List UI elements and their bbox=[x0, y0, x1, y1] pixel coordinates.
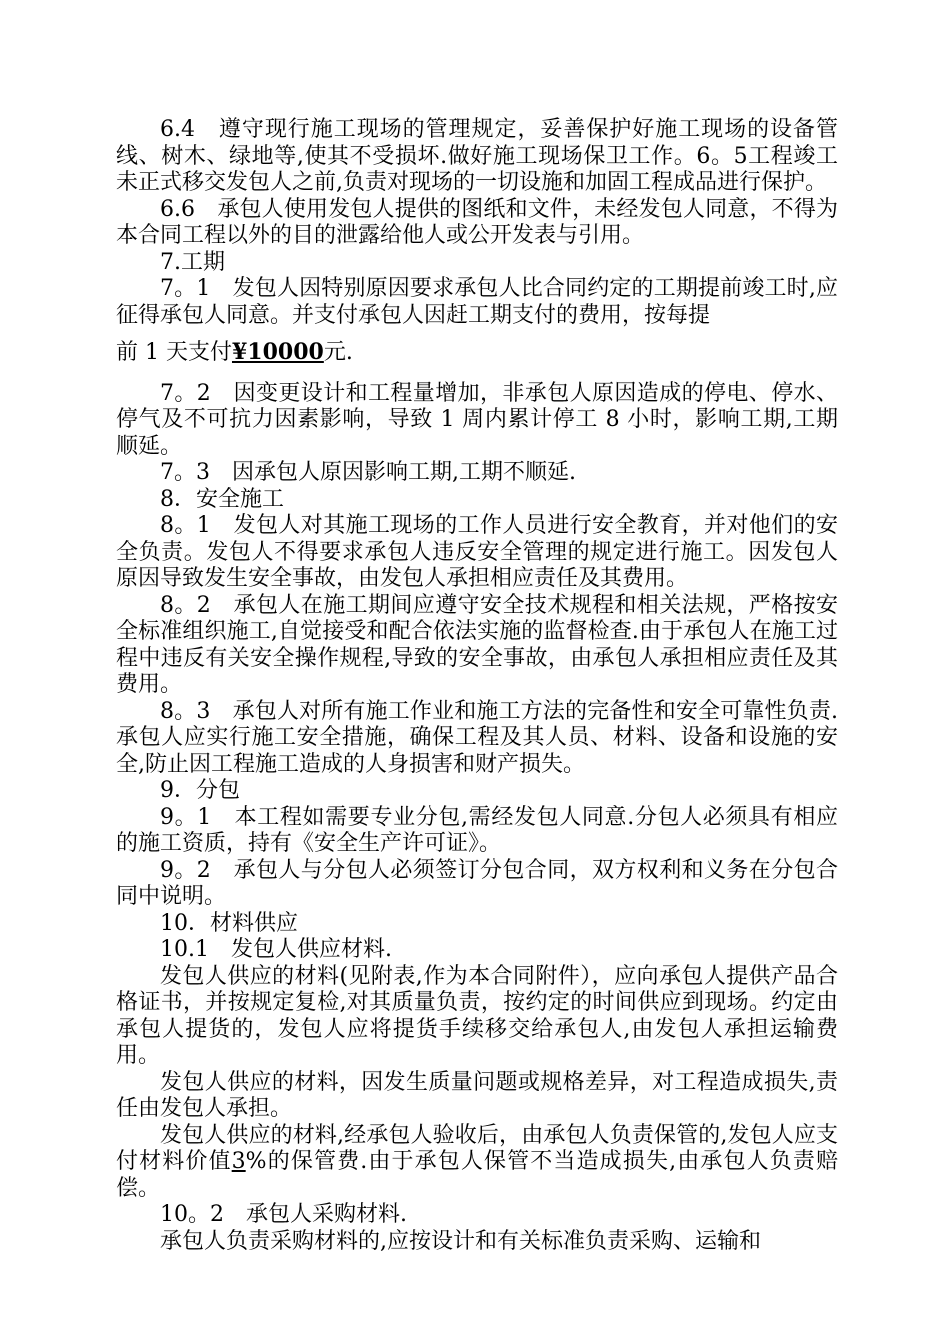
clause-7-1-continued bbox=[116, 339, 838, 367]
clause-10-1-c-post: %的保管费.由于承包人保管不当造成损失,由承包人负责赔偿。 bbox=[116, 1149, 838, 1201]
clause-10-1-a: 发包人供应的材料(见附表,作为本合同附件），应向承包人提供产品合格证书，并按规定复检,对其质量负责，按约定的时间供应到现场。约定由承包人提货的，发包人应将提货手续移交给承包人,由发包人承担运输费用。 bbox=[116, 963, 838, 1068]
section-7-heading: 7.工期 bbox=[160, 249, 225, 275]
section-8-heading: 8．安全施工 bbox=[160, 486, 284, 512]
section-9-heading: 9．分包 bbox=[160, 778, 240, 803]
clause-10-2-a: 承包人负责采购材料的,应按设计和有关标准负责采购、运输和 bbox=[160, 1228, 761, 1254]
clause-10-1-b: 发包人供应的材料，因发生质量问题或规格差异，对工程造成损失,责任由发包人承担。 bbox=[116, 1069, 838, 1121]
clause-6-6: 6.6 承包人使用发包人提供的图纸和文件，未经发包人同意，不得为本合同工程以外的目的泄露给他人或公开发表与引用。 bbox=[116, 196, 838, 248]
clause-7-2: 7。2 因变更设计和工程量增加，非承包人原因造成的停电、停水、停气及不可抗力因素影响，导致 1 周内累计停工 8 小时，影响工期,工期顺延。 bbox=[116, 380, 838, 459]
advance-payment-amount: ¥10000 bbox=[231, 339, 324, 365]
clause-7-1-post: 元. bbox=[323, 340, 353, 365]
clause-7-1-pre: 前 1 天支付 bbox=[116, 340, 232, 365]
clause-8-1: 8。1 发包人对其施工现场的工作人员进行安全教育，并对他们的安全负责。发包人不得要求承包人违反安全管理的规定进行施工。因发包人原因导致发生安全事故，由发包人承担相应责任及其费用。 bbox=[116, 513, 838, 591]
clause-6-4: 6.4 遵守现行施工现场的管理规定，妥善保护好施工现场的设备管线、树木、绿地等,使其不受损坏.做好施工现场保卫工作。6。5工程竣工未正式移交发包人之前,负责对现场的一切设施和加固工程成品进行保护。 bbox=[116, 117, 838, 195]
clause-7-1: 7。1 发包人因特别原因要求承包人比合同约定的工期提前竣工时,应征得承包人同意。并支付承包人因赶工期支付的费用，按每提 bbox=[116, 276, 838, 328]
clause-9-1: 9。1 本工程如需要专业分包,需经发包人同意.分包人必须具有相应的施工资质，持有《安全生产许可证》。 bbox=[116, 804, 838, 856]
clause-9-2: 9。2 承包人与分包人必须签订分包合同，双方权利和义务在分包合同中说明。 bbox=[116, 857, 838, 909]
clause-10-2: 10。2 承包人采购材料. bbox=[160, 1202, 407, 1227]
clause-10-1-c bbox=[116, 1123, 838, 1203]
clause-7-3: 7。3 因承包人原因影响工期,工期不顺延. bbox=[160, 460, 576, 485]
storage-fee-percent: 3 bbox=[231, 1149, 246, 1174]
clause-10-1-c-pre: 发包人供应的材料,经承包人验收后，由承包人负责保管的,发包人应支付材料价值 bbox=[116, 1122, 838, 1174]
section-10-heading: 10．材料供应 bbox=[160, 910, 298, 936]
clause-8-3: 8。3 承包人对所有施工作业和施工方法的完备性和安全可靠性负责.承包人应实行施工安全措施，确保工程及其人员、材料、设备和设施的安全,防止因工程施工造成的人身损害和财产损失。 bbox=[116, 698, 838, 777]
clause-10-1: 10.1 发包人供应材料. bbox=[160, 937, 392, 962]
clause-8-2: 8。2 承包人在施工期间应遵守安全技术规程和相关法规，严格按安全标准组织施工,自觉接受和配合依法实施的监督检查.由于承包人在施工过程中违反有关安全操作规程,导致的安全事故，由承包人承担相应责任及其费用。 bbox=[116, 592, 838, 697]
contract-page bbox=[116, 117, 838, 1255]
